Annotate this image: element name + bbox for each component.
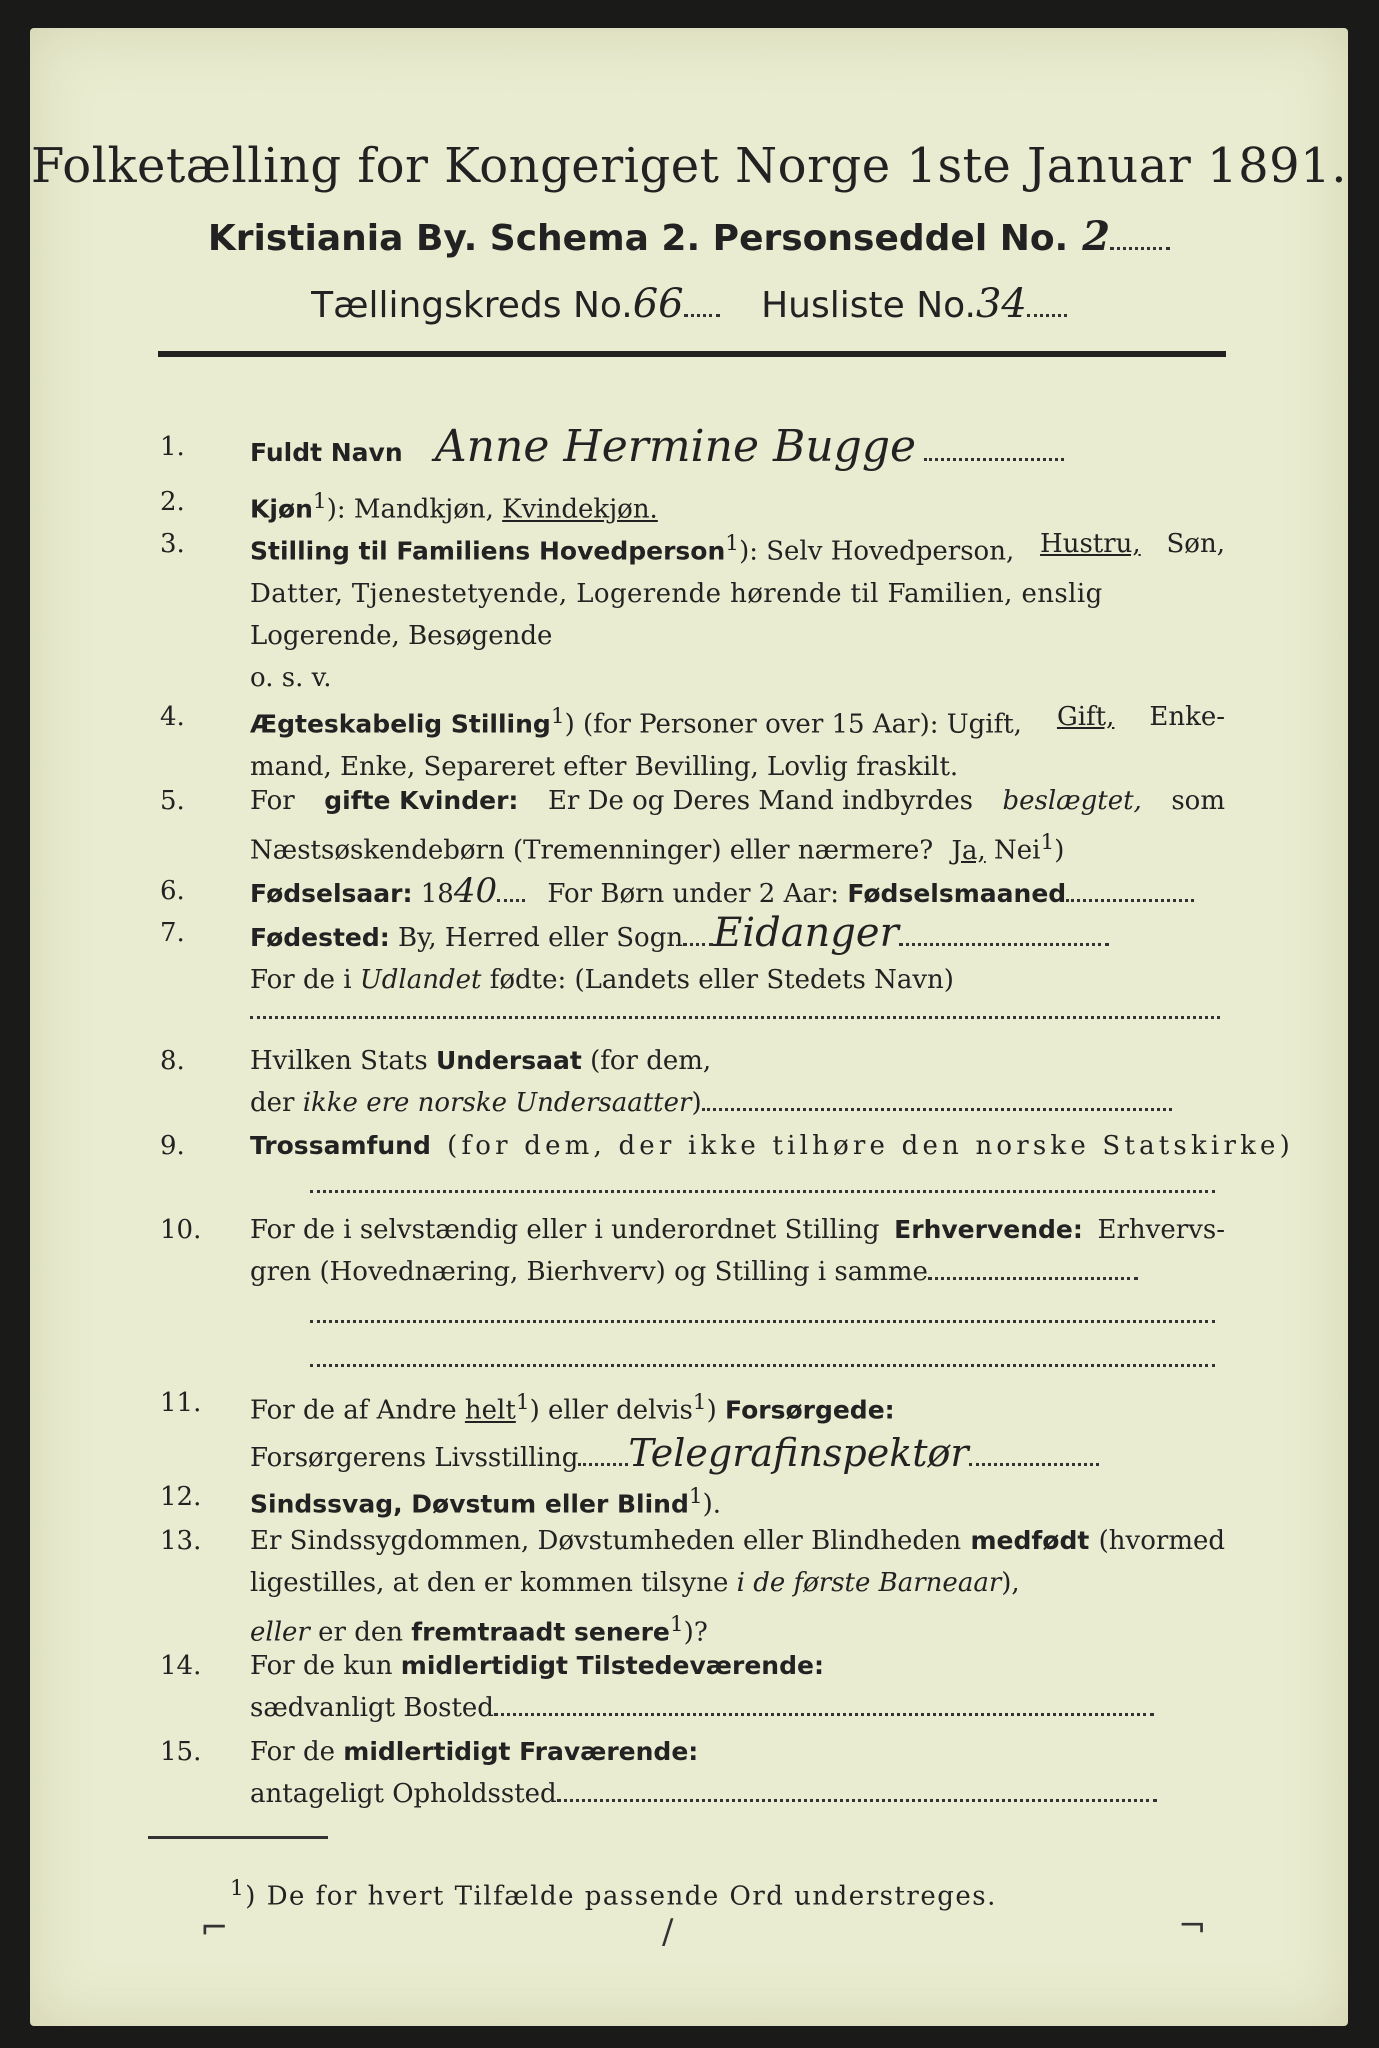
footnote-ref: 1 (725, 531, 740, 556)
census-form: Folketælling for Kongeriget Norge 1ste Januar 1891. Kristiania By. Schema 2. Personseddel No. 2 Tællingskreds No.66 Husliste No.34 1. Fuldt Navn Anne Hermine Bugge 2. Kjøn$^1$): Mandkjøn, Kvindekjøn. 3. Stilling til Familiens Hovedperson$^1$): Selv Hovedperson, Hustru, Søn, Datter, Tjenestetyende, Logerende hørende til Familien, enslig Logerende, Besøgende o. s. v. 4. Ægteskabelig Stilling$^1$) (for Personer over 15 Aar): Ugift, Gift, Enke- mand, Enke, Separeret efter Bevilling, Lovlig fraskilt. 5. For gifte Kvinder: Er De og Deres Mand indbyrdes beslægtet, som Næstsøskendebørn (Tremenninger) eller nærmere? Ja, Nei$^1$) 6. Fødselsaar: 1840 For Børn under 2 Aar: Fødselsmaaned 7. Fødested: By, Herred eller Sogn Eidanger For de i Udlandet fødte: (Landets eller Stedets Navn) 8. Hvilken Stats Undersaat (for dem, der ikke ere norske Undersaatter) 9. Trossamfund (for dem, der ikke tilhøre den norske Statskirke) 10. For de i selvstændig eller i underordnet Stilling Erhvervende: Erhvervs- gren (Hovednæring, Bierhverv) og Stilling i samme 11. For de af Andre helt$^1$) eller delvis$^1$) Forsørgede: Forsørgerens Livsstilling Telegrafinspektør 12. Sindssvag, Døvstum eller Blind$^1$). 13. Er Sindssygdommen, Døvstumheden eller Blindheden medfødt (hvormed ligestilles, at den er kommen tilsyne i de første Barneaar), eller er den fremtraadt senere$^1$)? 14. For de kun midlertidigt Tilstedeværende: sædvanligt Bosted 15. For de midlertidigt Fraværende: antageligt Opholdssted $^1$) De for hvert Tilfælde passende Ord understreges. ⌐ / ¬ (30, 28, 1348, 2026)
corner-mark-icon: ⌐ (200, 1908, 229, 1948)
item-text: Udlandet (359, 965, 482, 995)
item-text: fødte: (Landets eller Stedets Navn) (489, 965, 954, 995)
selected-option: helt (464, 1395, 516, 1426)
footnote-ref: 1 (669, 1612, 684, 1637)
dotted-fill (899, 935, 1109, 946)
item-text: ): Selv Hovedperson, (739, 536, 1015, 567)
footnote-ref: 1 (692, 1390, 707, 1415)
item-text: ) (706, 1395, 717, 1426)
item-text: gren (Hovednæring, Bierhverv) og Stilling i samme (250, 1257, 928, 1287)
husliste-label: Husliste No. (761, 285, 976, 326)
footnote-text: ) De for hvert Tilfælde passende Ord understreges. (245, 1881, 997, 1912)
item-text: ) (for Personer over 15 Aar): Ugift, (564, 709, 1022, 740)
item-text: Logerende, Besøgende (250, 620, 553, 651)
item-label: medfødt (970, 1526, 1090, 1555)
item-text: For (250, 786, 295, 816)
item-text: (for dem, (590, 1046, 712, 1076)
dotted-fill (557, 1791, 1157, 1802)
item-text: i de første Barneaar (736, 1568, 1002, 1598)
year-prefix: 18 (420, 879, 454, 909)
selected-option: Kvindekjøn. (502, 494, 658, 525)
item-label: Stilling til Familiens Hovedperson (250, 536, 726, 566)
item-number: 5. (160, 786, 185, 816)
blank-line (310, 1364, 1215, 1367)
full-name-value: Anne Hermine Bugge (434, 421, 917, 472)
item-text: For de kun (250, 1651, 393, 1681)
dotted-fill (924, 450, 1064, 461)
item-text: For de af Andre (250, 1395, 457, 1426)
item-text: For de i (250, 965, 352, 995)
dotted-fill (497, 891, 525, 902)
item-label: midlertidigt Tilstedeværende: (400, 1651, 824, 1680)
item-text: o. s. v. (250, 662, 332, 693)
item-text: mand, Enke, Separeret efter Bevilling, Lovlig fraskilt. (250, 751, 959, 782)
item-number: 9. (160, 1131, 185, 1161)
schema-line (30, 213, 1348, 260)
item-text: Er De og Deres Mand indbyrdes (547, 786, 973, 816)
dotted-fill (578, 1455, 628, 1466)
item-label: Fødested: (250, 923, 390, 952)
item-text: (hvormed (1098, 1526, 1225, 1556)
item-text: Næstsøskendebørn (Tremenninger) eller nærmere? (250, 835, 934, 866)
item-number: 10. (160, 1215, 202, 1245)
item-label: gifte Kvinder: (324, 786, 519, 815)
item-number: 8. (160, 1046, 185, 1076)
item-text: ), (1001, 1568, 1020, 1598)
item-text: ) eller delvis (529, 1395, 693, 1426)
item-text: eller (250, 1617, 310, 1648)
item-label: Trossamfund (250, 1131, 431, 1160)
item-text: ): Mandkjøn, (326, 494, 494, 525)
blank-line (310, 1320, 1215, 1323)
dotted-fill (494, 1705, 1154, 1716)
item-text: Søn, (1166, 529, 1225, 559)
kreds-number: 66 (632, 281, 684, 327)
item-text: antageligt Opholdssted (250, 1779, 557, 1809)
item-number: 4. (160, 702, 185, 732)
item-text: sædvanligt Bosted (250, 1693, 494, 1723)
item-number: 13. (160, 1526, 202, 1556)
item-text: der (250, 1088, 295, 1118)
item-text: For de i selvstændig eller i underordnet Stilling (250, 1215, 880, 1245)
dotted-fill (1110, 239, 1170, 250)
dotted-fill (684, 306, 720, 317)
item-number: 15. (160, 1737, 202, 1767)
item-text: ikke ere norske Undersaatter (302, 1088, 692, 1118)
dotted-fill (702, 1100, 1172, 1111)
item-text: Enke- (1149, 702, 1225, 732)
blank-line (250, 1016, 1220, 1019)
birth-year-value: 40 (453, 871, 498, 911)
item-text: ligestilles, at den er kommen tilsyne (250, 1568, 729, 1598)
personseddel-number: 2 (1082, 213, 1111, 260)
item-number: 12. (160, 1482, 202, 1512)
footnote-ref: 1 (515, 1390, 530, 1415)
item-label: Ægteskabelig Stilling (250, 709, 551, 739)
husliste-number: 34 (975, 281, 1027, 327)
item-text: Erhvervs- (1097, 1215, 1225, 1245)
dotted-fill (1066, 891, 1194, 902)
item-number: 1. (160, 432, 185, 462)
corner-mark-icon: ¬ (1178, 1906, 1207, 1946)
item-text: By, Herred eller Sogn (398, 923, 684, 953)
selected-option: Hustru, (1040, 529, 1141, 559)
item-number: 3. (160, 529, 185, 559)
footnote-ref: 1 (688, 1484, 703, 1509)
item-label: midlertidigt Fraværende: (343, 1737, 699, 1766)
item-number: 11. (160, 1388, 202, 1418)
dotted-fill (683, 935, 713, 946)
item-text: (for dem, der ikke tilhøre den norske Statskirke) (447, 1131, 1294, 1161)
item-number: 6. (160, 876, 185, 906)
item-text: Datter, Tjenestetyende, Logerende hørende til Familien, enslig (250, 578, 1103, 609)
selected-option: Gift, (1056, 702, 1115, 732)
item-number: 7. (160, 918, 185, 948)
dotted-fill (928, 1269, 1138, 1280)
item-text: )? (683, 1617, 708, 1648)
blank-line (310, 1190, 1215, 1193)
item-text: Forsørgerens Livsstilling (250, 1442, 579, 1473)
item-label: Undersaat (435, 1046, 582, 1075)
provider-occupation-value: Telegrafinspektør (628, 1430, 969, 1475)
item-label: Kjøn (250, 494, 313, 524)
item-number: 14. (160, 1651, 202, 1681)
item-number: 2. (160, 487, 185, 517)
item-text: Hvilken Stats (250, 1046, 428, 1076)
kreds-line (30, 281, 1348, 327)
item-label: Erhvervende: (894, 1215, 1083, 1244)
footnote-ref: 1 (230, 1876, 246, 1901)
item-text: som (1171, 786, 1225, 816)
item-label: Fødselsaar: (250, 879, 413, 908)
item-label: Fuldt Navn (250, 438, 403, 467)
footnote-ref: 1 (1040, 830, 1055, 855)
kreds-label: Tællingskreds No. (311, 285, 633, 326)
item-label: Fødselsmaaned (847, 879, 1067, 908)
dotted-fill (1027, 306, 1067, 317)
schema-label: Kristiania By. Schema 2. Personseddel No. (207, 218, 1069, 259)
item-text: For Børn under 2 Aar: (547, 879, 840, 909)
item-text: Er Sindssygdommen, Døvstumheden eller Blindheden (250, 1526, 962, 1556)
dotted-fill (969, 1455, 1099, 1466)
footnote (230, 1876, 997, 1912)
item-text: beslægtet, (1002, 786, 1142, 816)
footnote-rule (148, 1836, 328, 1839)
form-title: Folketælling for Kongeriget Norge 1ste Januar 1891. (31, 138, 1347, 194)
selected-option: Ja, (951, 835, 986, 866)
item-label: fremtraadt senere (411, 1617, 670, 1647)
corner-mark-icon: / (662, 1912, 674, 1952)
birthplace-value: Eidanger (713, 910, 899, 956)
footnote-ref: 1 (550, 704, 565, 729)
item-label: Forsørgede: (725, 1395, 895, 1425)
item-label: Sindssvag, Døvstum eller Blind (250, 1489, 689, 1519)
item-text: ). (702, 1489, 722, 1520)
item-text: Nei (993, 835, 1041, 866)
item-text: ) (691, 1088, 702, 1118)
header-rule (158, 351, 1226, 357)
footnote-ref: 1 (312, 489, 327, 514)
item-text: er den (318, 1617, 403, 1648)
item-text: For de (250, 1737, 335, 1767)
